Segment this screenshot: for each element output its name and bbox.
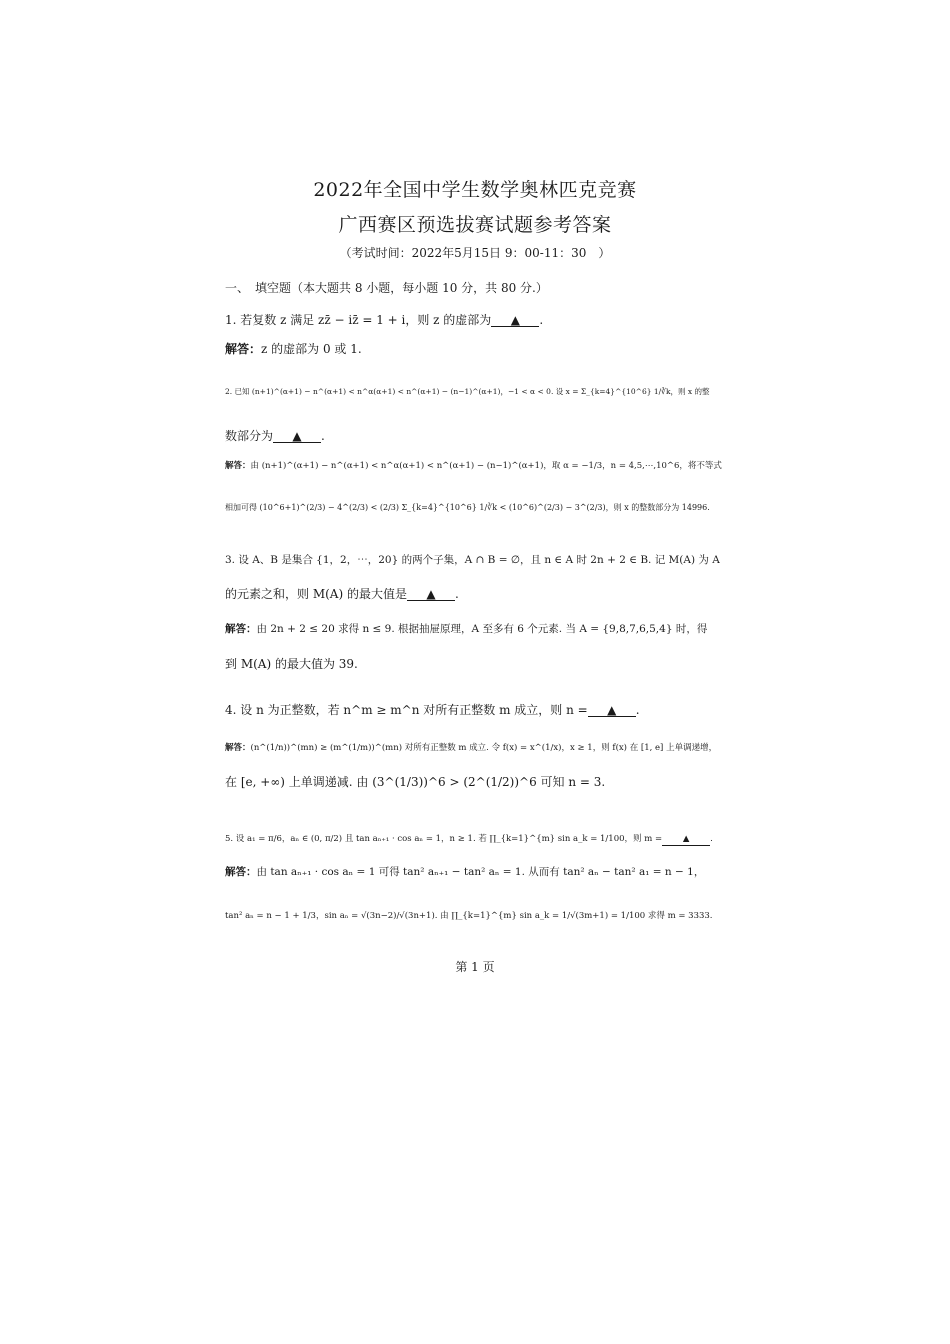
problem-2-question-cont <box>225 428 725 444</box>
answer-label: 解答： <box>225 342 262 356</box>
problem-1-question <box>225 312 725 328</box>
problem-3-text: 3. 设 A、B 是集合 {1，2，⋯，20} 的两个子集，A ∩ B = ∅，且 n ∈ A 时 2n + 2 ∈ B. 记 M(A) 为 A <box>225 554 720 566</box>
answer-blank <box>588 704 636 717</box>
period: . <box>454 587 459 601</box>
problem-4-text: 4. 设 n 为正整数，若 n^m ≥ m^n 对所有正整数 m 成立，则 n = <box>225 703 588 717</box>
document-subtitle: 广西赛区预选拔赛试题参考答案 <box>338 214 612 236</box>
answer-blank <box>491 314 539 327</box>
answer-text-cont: 相加可得 (10^6+1)^(2/3) − 4^(2/3) < (2/3) Σ_{k=4}^{10^6} 1/∛k < (10^6)^(2/3) − 3^(2/3)，则 x 的整数部分为 14996. <box>225 503 710 512</box>
triangle-marker-icon: ▲ <box>682 834 690 844</box>
triangle-marker-icon: ▲ <box>510 313 520 327</box>
problem-2-answer <box>225 458 725 474</box>
problem-2-question <box>225 384 725 400</box>
answer-text: 由 (n+1)^(α+1) − n^(α+1) < n^α(α+1) < n^(α+1) − (n−1)^(α+1)，取 α = −1/3，n = 4,5,⋯,10^6，将不等式 <box>250 461 722 471</box>
document-title: 2022年全国中学生数学奥林匹克竞赛 <box>313 179 637 201</box>
problem-5-answer-cont <box>225 908 725 924</box>
problem-3-text-cont: 的元素之和，则 M(A) 的最大值是 <box>225 587 407 601</box>
problem-4-answer-cont <box>225 774 725 790</box>
answer-label: 解答： <box>225 866 257 878</box>
section-heading: 一、 填空题（本大题共 8 小题，每小题 10 分，共 80 分.） <box>225 281 548 295</box>
triangle-marker-icon: ▲ <box>426 587 436 601</box>
period: . <box>539 313 544 327</box>
answer-label: 解答： <box>225 623 257 635</box>
problem-5-question <box>225 831 725 847</box>
problem-5-text: 5. 设 a₁ = π/6，aₙ ∈ (0, π/2) 且 tan aₙ₊₁ · cos aₙ = 1，n ≥ 1. 若 ∏_{k=1}^{m} sin a_k = 1/100，则 m = <box>225 834 663 844</box>
answer-text: 由 2n + 2 ≤ 20 求得 n ≤ 9. 根据抽屉原理，A 至多有 6 个元素. 当 A = {9,8,7,6,5,4} 时，得 <box>256 623 708 635</box>
triangle-marker-icon: ▲ <box>607 703 617 717</box>
problem-4-answer <box>225 740 725 756</box>
problem-3-question <box>225 552 725 568</box>
period: . <box>635 703 640 717</box>
problem-5-answer <box>225 864 725 880</box>
problem-3-answer <box>225 621 725 637</box>
problem-3-answer-cont <box>225 656 725 672</box>
problem-2-answer-cont <box>225 500 725 516</box>
triangle-marker-icon: ▲ <box>292 429 302 443</box>
answer-blank <box>407 588 455 601</box>
answer-text-cont: tan² aₙ = n − 1 + 1/3，sin aₙ = √(3n−2)/√(3n+1). 由 ∏_{k=1}^{m} sin a_k = 1/√(3m+1) = 1/100 求得 m = 3333. <box>225 911 713 921</box>
problem-3-question-cont <box>225 586 725 602</box>
period: . <box>321 429 325 443</box>
answer-blank <box>662 833 710 846</box>
answer-text-cont: 到 M(A) 的最大值为 39. <box>225 657 358 671</box>
answer-text: (n^(1/n))^(mn) ≥ (m^(1/m))^(mn) 对所有正整数 m 成立. 令 f(x) = x^(1/x)，x ≥ 1，则 f(x) 在 [1, e] 上单调递增， <box>250 743 718 753</box>
answer-text-cont: 在 [e, +∞) 上单调递减. 由 (3^(1/3))^6 > (2^(1/2))^6 可知 n = 3. <box>225 775 606 789</box>
period: . <box>710 834 713 844</box>
exam-time: （考试时间：2022年5月15日 9：00-11：30 ） <box>339 246 611 260</box>
problem-1-text: 1. 若复数 z 满足 zz̄ − iz̄ = 1 + i，则 z 的虚部为 <box>225 313 492 327</box>
answer-label: 解答： <box>225 743 251 753</box>
answer-label: 解答： <box>225 461 251 471</box>
problem-2-text-cont: 数部分为 <box>225 429 274 443</box>
answer-text: z 的虚部为 0 或 1. <box>261 342 362 356</box>
answer-blank <box>273 430 321 443</box>
problem-1-answer <box>225 341 725 357</box>
page-number: 第 1 页 <box>455 960 495 974</box>
answer-text: 由 tan aₙ₊₁ · cos aₙ = 1 可得 tan² aₙ₊₁ − tan² aₙ = 1. 从而有 tan² aₙ − tan² a₁ = n − 1， <box>256 866 705 878</box>
problem-4-question <box>225 702 725 718</box>
problem-2-text: 2. 已知 (n+1)^(α+1) − n^(α+1) < n^α(α+1) < n^(α+1) − (n−1)^(α+1)，−1 < α < 0. 设 x = Σ_{k=4}^{10^6} 1/∛k，则 x 的整 <box>225 387 710 396</box>
